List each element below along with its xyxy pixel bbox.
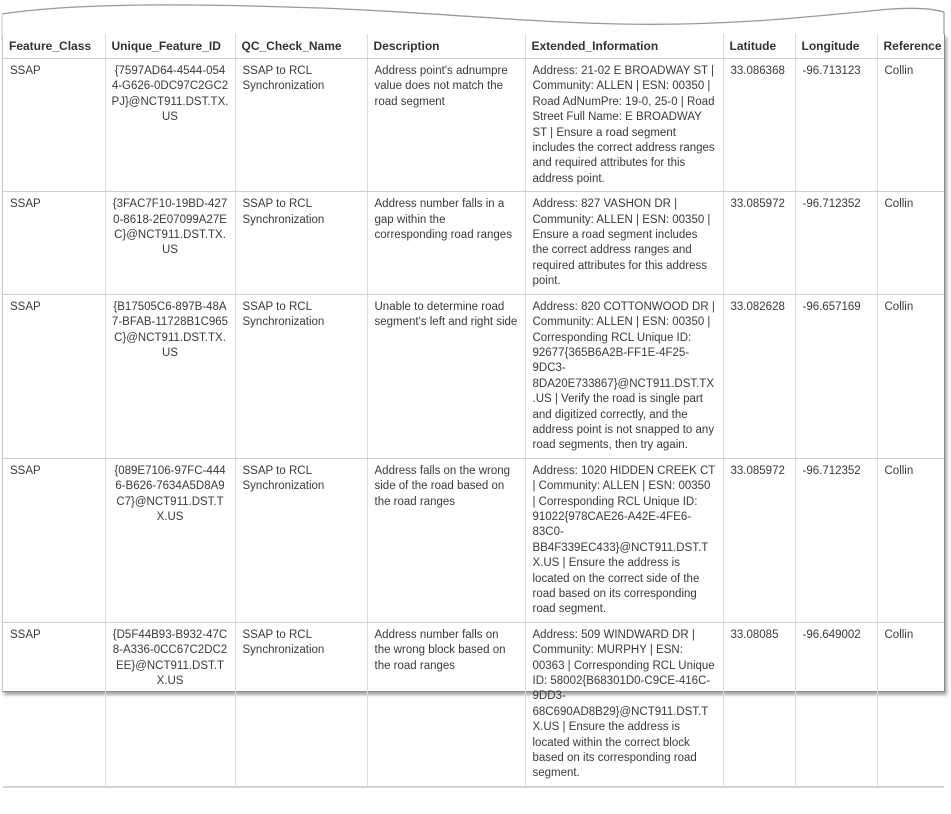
qc-results-table [3, 34, 944, 787]
col-header-latitude: Latitude [723, 34, 795, 59]
cell-extended-information: Address: 827 VASHON DR | Community: ALLEN | ESN: 00350 | Ensure a road segment includes the correct address ranges and required attributes for this address point. [525, 192, 723, 294]
cell-unique-feature-id: {7597AD64-4544-0544-G626-0DC97C2GC2PJ}@NCT911.DST.TX.US [105, 59, 235, 192]
cell-extended-information: Address: 509 WINDWARD DR | Community: MURPHY | ESN: 00363 | Corresponding RCL Unique ID: 58002{B68301D0-C9CE-416C-9DD3-68C690AD8B29}@NCT911.DST.TX.US | Ensure the address is located within the correct block based on its corresponding road segment. [525, 622, 723, 786]
cell-longitude: -96.712352 [795, 458, 877, 622]
cell-qc-check-name: SSAP to RCL Synchronization [235, 59, 367, 192]
cell-description: Address number falls on the wrong block based on the road ranges [367, 622, 525, 786]
col-header-reference: Reference [877, 34, 944, 59]
cell-qc-check-name: SSAP to RCL Synchronization [235, 294, 367, 458]
cell-latitude: 33.085972 [723, 458, 795, 622]
cell-latitude: 33.082628 [723, 294, 795, 458]
cell-qc-check-name: SSAP to RCL Synchronization [235, 458, 367, 622]
col-header-feature-class: Feature_Class [3, 34, 105, 59]
cell-longitude: -96.649002 [795, 622, 877, 786]
cell-feature-class: SSAP [3, 458, 105, 622]
cell-qc-check-name: SSAP to RCL Synchronization [235, 622, 367, 786]
header-row [3, 34, 944, 59]
cell-description: Unable to determine road segment's left and right side [367, 294, 525, 458]
cell-qc-check-name: SSAP to RCL Synchronization [235, 192, 367, 294]
cell-latitude: 33.085972 [723, 192, 795, 294]
cell-feature-class: SSAP [3, 622, 105, 786]
cell-feature-class: SSAP [3, 192, 105, 294]
cell-longitude: -96.713123 [795, 59, 877, 192]
cell-extended-information: Address: 820 COTTONWOOD DR | Community: ALLEN | ESN: 00350 | Corresponding RCL Unique ID: 92677{365B6A2B-FF1E-4F25-9DC3-8DA20E733867}@NCT911.DST.TX.US | Verify the road is single part and digitized correctly, and the address point is not snapped to any road segments, then try again. [525, 294, 723, 458]
cell-longitude: -96.712352 [795, 192, 877, 294]
cell-unique-feature-id: {3FAC7F10-19BD-4270-8618-2E07099A27EC}@NCT911.DST.TX.US [105, 192, 235, 294]
table-row [3, 192, 944, 294]
cell-extended-information: Address: 1020 HIDDEN CREEK CT | Community: ALLEN | ESN: 00350 | Corresponding RCL Unique ID: 91022{978CAE26-A42E-4FE6-83C0-BB4F339EC433}@NCT911.DST.TX.US | Ensure the address is located on the correct side of the road based on its corresponding road segment. [525, 458, 723, 622]
col-header-unique-feature-id: Unique_Feature_ID [105, 34, 235, 59]
table-row [3, 458, 944, 622]
cell-description: Address number falls in a gap within the corresponding road ranges [367, 192, 525, 294]
cell-extended-information: Address: 21-02 E BROADWAY ST | Community: ALLEN | ESN: 00350 | Road AdNumPre: 19-0, 25-0 | Road Street Full Name: E BROADWAY ST | Ensure a road segment includes the correct address ranges and required attributes for this address point. [525, 59, 723, 192]
cell-unique-feature-id: {B17505C6-897B-48A7-BFAB-11728B1C965C}@NCT911.DST.TX.US [105, 294, 235, 458]
col-header-longitude: Longitude [795, 34, 877, 59]
cell-longitude: -96.657169 [795, 294, 877, 458]
table-row [3, 59, 944, 192]
cell-feature-class: SSAP [3, 59, 105, 192]
cell-unique-feature-id: {089E7106-97FC-4446-B626-7634A5D8A9C7}@NCT911.DST.TX.US [105, 458, 235, 622]
table-footer-strip [3, 787, 944, 814]
cell-reference: Collin [877, 192, 944, 294]
table-row [3, 622, 944, 786]
col-header-qc-check-name: QC_Check_Name [235, 34, 367, 59]
col-header-description: Description [367, 34, 525, 59]
cell-description: Address point's adnumpre value does not match the road segment [367, 59, 525, 192]
cell-reference: Collin [877, 622, 944, 786]
cell-unique-feature-id: {D5F44B93-B932-47C8-A336-0CC67C2DC2EE}@NCT911.DST.TX.US [105, 622, 235, 786]
table-row [3, 294, 944, 458]
cell-latitude: 33.08085 [723, 622, 795, 786]
col-header-extended-information: Extended_Information [525, 34, 723, 59]
cell-reference: Collin [877, 59, 944, 192]
cell-latitude: 33.086368 [723, 59, 795, 192]
cell-reference: Collin [877, 458, 944, 622]
cell-reference: Collin [877, 294, 944, 458]
cell-description: Address falls on the wrong side of the road based on the road ranges [367, 458, 525, 622]
cell-feature-class: SSAP [3, 294, 105, 458]
report-sheet [2, 34, 945, 780]
